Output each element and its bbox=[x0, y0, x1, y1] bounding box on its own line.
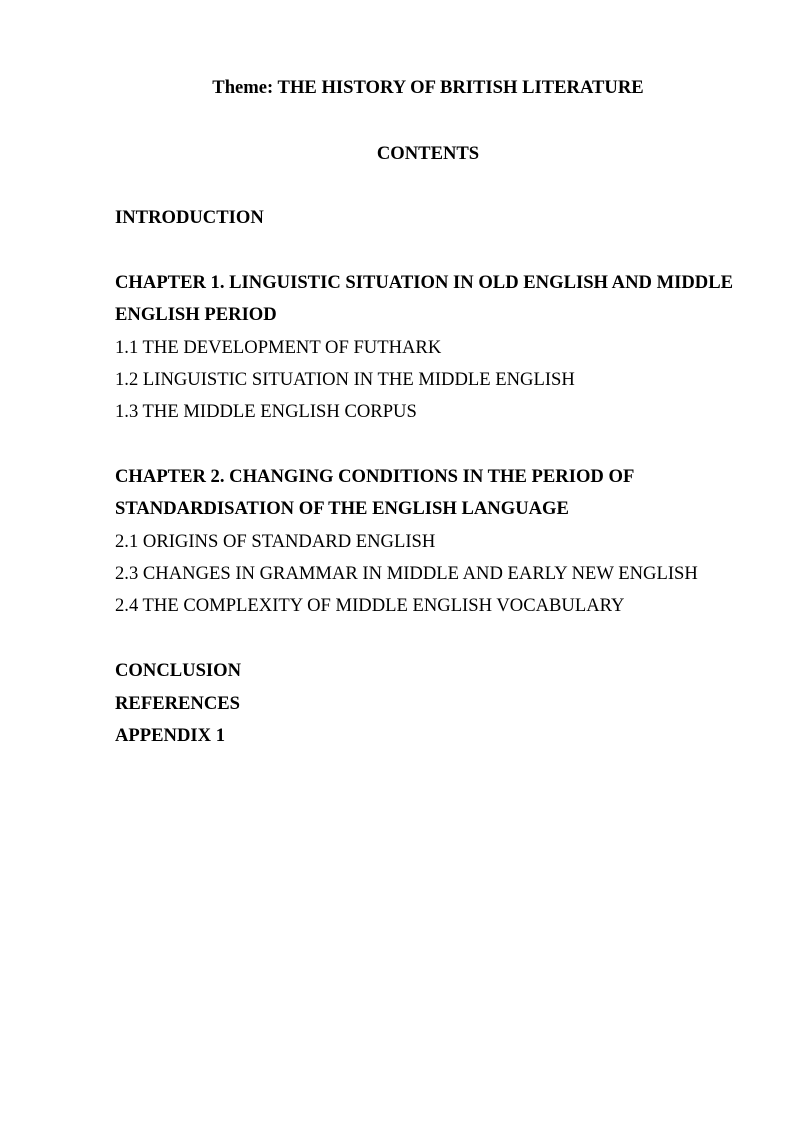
toc-introduction: INTRODUCTION bbox=[115, 207, 264, 228]
toc-section-1-1: 1.1 THE DEVELOPMENT OF FUTHARK bbox=[115, 337, 442, 358]
document-theme-title: Theme: THE HISTORY OF BRITISH LITERATURE bbox=[212, 77, 644, 98]
toc-conclusion: CONCLUSION bbox=[115, 660, 242, 681]
toc-chapter1-title-line1: CHAPTER 1. LINGUISTIC SITUATION IN OLD ENGLISH AND MIDDLE bbox=[115, 272, 734, 293]
toc-chapter2-title-line2: STANDARDISATION OF THE ENGLISH LANGUAGE bbox=[115, 498, 569, 519]
toc-chapter1-title-line2: ENGLISH PERIOD bbox=[115, 304, 277, 325]
toc-chapter2-title-line1: CHAPTER 2. CHANGING CONDITIONS IN THE PERIOD OF bbox=[115, 466, 635, 487]
toc-section-1-3: 1.3 THE MIDDLE ENGLISH CORPUS bbox=[115, 401, 417, 422]
toc-section-1-2: 1.2 LINGUISTIC SITUATION IN THE MIDDLE ENGLISH bbox=[115, 369, 575, 390]
toc-section-2-4: 2.4 THE COMPLEXITY OF MIDDLE ENGLISH VOCABULARY bbox=[115, 595, 625, 616]
toc-section-2-3: 2.3 CHANGES IN GRAMMAR IN MIDDLE AND EARLY NEW ENGLISH bbox=[115, 563, 698, 584]
toc-appendix: APPENDIX 1 bbox=[115, 725, 226, 746]
toc-section-2-1: 2.1 ORIGINS OF STANDARD ENGLISH bbox=[115, 531, 436, 552]
toc-references: REFERENCES bbox=[115, 693, 241, 714]
contents-heading: CONTENTS bbox=[376, 143, 480, 164]
